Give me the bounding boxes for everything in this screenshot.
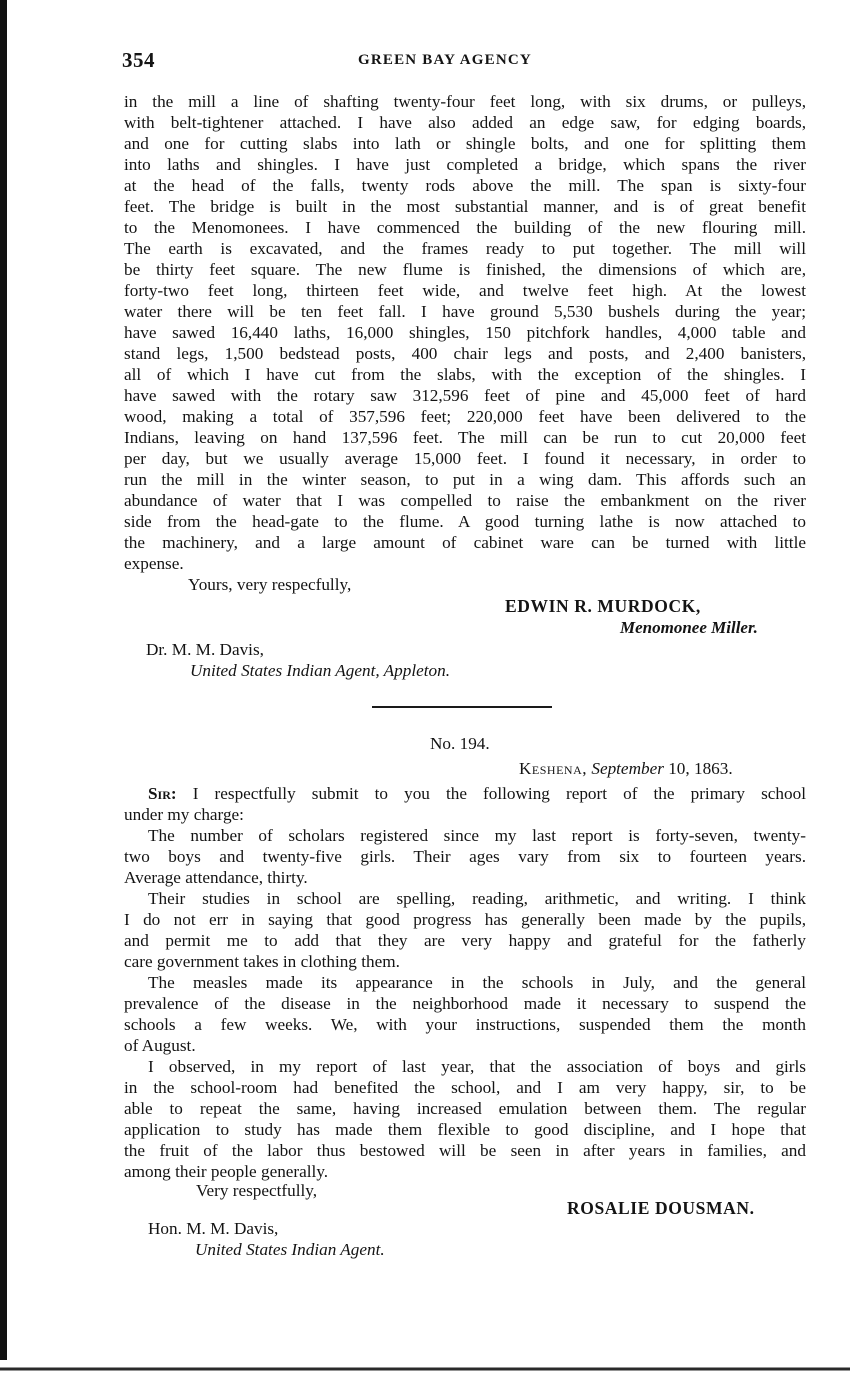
- text-line: the fruit of the labor thus bestowed will be seen in after years in families, and: [124, 1141, 806, 1160]
- text-span: I respectfully submit to you the following report of the primary school: [192, 784, 806, 803]
- text-line: with belt-tightener attached. I have also added an edge saw, for edging boards,: [124, 113, 806, 132]
- page-number: 354: [122, 48, 155, 72]
- text-line: in the mill a line of shafting twenty-four feet long, with six drums, or pulleys,: [124, 92, 806, 111]
- page-header: [122, 48, 806, 74]
- text-line: the machinery, and a large amount of cabinet ware can be turned with little: [124, 533, 806, 552]
- dateline: [519, 759, 733, 779]
- letter-1-signer-title: Menomonee Miller.: [620, 618, 758, 637]
- text-line: care government takes in clothing them.: [124, 952, 400, 971]
- salutation: Sir:: [148, 784, 177, 803]
- text-line: per day, but we usually average 15,000 feet. I found it necessary, in order to: [124, 449, 806, 468]
- text-line: of August.: [124, 1036, 196, 1055]
- text-line: and one for cutting slabs into lath or shingle bolts, and one for splitting them: [124, 134, 806, 153]
- text-line: stand legs, 1,500 bedstead posts, 400 chair legs and posts, and 2,400 banisters,: [124, 344, 806, 363]
- dateline-place: Keshena,: [519, 759, 588, 778]
- letter-2-signer: ROSALIE DOUSMAN.: [567, 1198, 755, 1218]
- dateline-month: September: [591, 759, 664, 778]
- letter-2-closing: Very respectfully,: [196, 1181, 318, 1200]
- text-line: forty-two feet long, thirteen feet wide, and twelve feet high. At the lowest: [124, 281, 806, 300]
- text-line: The measles made its appearance in the schools in July, and the general: [148, 973, 806, 992]
- text-line: two boys and twenty-five girls. Their ages vary from six to fourteen years.: [124, 847, 806, 866]
- text-line: able to repeat the same, having increased emulation between them. The regular: [124, 1099, 806, 1118]
- letter-1-addressee: Dr. M. M. Davis,: [146, 640, 264, 659]
- text-line: Indians, leaving on hand 137,596 feet. The mill can be run to cut 20,000 feet: [124, 428, 806, 447]
- page-binding-edge: [0, 0, 7, 1379]
- running-head: GREEN BAY AGENCY: [358, 52, 532, 68]
- letter-1-closing: Yours, very respecfully,: [188, 575, 352, 594]
- letter-2-addressee-title: United States Indian Agent.: [195, 1240, 385, 1259]
- text-line: in the school-room had benefited the school, and I am very happy, sir, to be: [124, 1078, 806, 1097]
- text-line: application to study has made them flexible to good discipline, and I hope that: [124, 1120, 806, 1139]
- text-line: to the Menomonees. I have commenced the building of the new flouring mill.: [124, 218, 806, 237]
- text-line: all of which I have cut from the slabs, with the exception of the shingles. I: [124, 365, 806, 384]
- text-line: The number of scholars registered since my last report is forty-seven, twenty-: [148, 826, 806, 845]
- text-line: water there will be ten feet fall. I have ground 5,530 bushels during the year;: [124, 302, 806, 321]
- text-line: Their studies in school are spelling, reading, arithmetic, and writing. I think: [148, 889, 806, 908]
- document-number: No. 194.: [430, 734, 490, 753]
- section-divider: [372, 706, 552, 708]
- page-bottom-edge: [0, 1360, 850, 1379]
- dateline-day-year: 10, 1863.: [668, 759, 733, 778]
- text-line: have sawed 16,440 laths, 16,000 shingles, 150 pitchfork handles, 4,000 table and: [124, 323, 806, 342]
- text-line: schools a few weeks. We, with your instructions, suspended them the month: [124, 1015, 806, 1034]
- letter-1-signer: EDWIN R. MURDOCK,: [505, 596, 701, 616]
- text-line: Average attendance, thirty.: [124, 868, 308, 887]
- text-line: I observed, in my report of last year, that the association of boys and girls: [148, 1057, 806, 1076]
- text-line: [148, 784, 806, 804]
- text-line: feet. The bridge is built in the most substantial manner, and is of great benefit: [124, 197, 806, 216]
- text-line: The earth is excavated, and the frames ready to put together. The mill will: [124, 239, 806, 258]
- text-line: prevalence of the disease in the neighborhood made it necessary to suspend the: [124, 994, 806, 1013]
- text-line: have sawed with the rotary saw 312,596 feet of pine and 45,000 feet of hard: [124, 386, 806, 405]
- text-line: run the mill in the winter season, to put in a wing dam. This affords such an: [124, 470, 806, 489]
- text-line: be thirty feet square. The new flume is finished, the dimensions of which are,: [124, 260, 806, 279]
- text-line: I do not err in saying that good progress has generally been made by the pupils,: [124, 910, 806, 929]
- text-line: side from the head-gate to the flume. A good turning lathe is now attached to: [124, 512, 806, 531]
- text-line: under my charge:: [124, 805, 244, 824]
- text-line: wood, making a total of 357,596 feet; 220,000 feet have been delivered to the: [124, 407, 806, 426]
- text-line: at the head of the falls, twenty rods above the mill. The span is sixty-four: [124, 176, 806, 195]
- text-line: abundance of water that I was compelled to raise the embankment on the river: [124, 491, 806, 510]
- text-line: among their people generally.: [124, 1162, 329, 1181]
- text-line: and permit me to add that they are very happy and grateful for the fatherly: [124, 931, 806, 950]
- text-line: into laths and shingles. I have just completed a bridge, which spans the river: [124, 155, 806, 174]
- letter-2-addressee: Hon. M. M. Davis,: [148, 1219, 279, 1238]
- text-line: expense.: [124, 554, 184, 573]
- letter-1-addressee-title: United States Indian Agent, Appleton.: [190, 661, 451, 680]
